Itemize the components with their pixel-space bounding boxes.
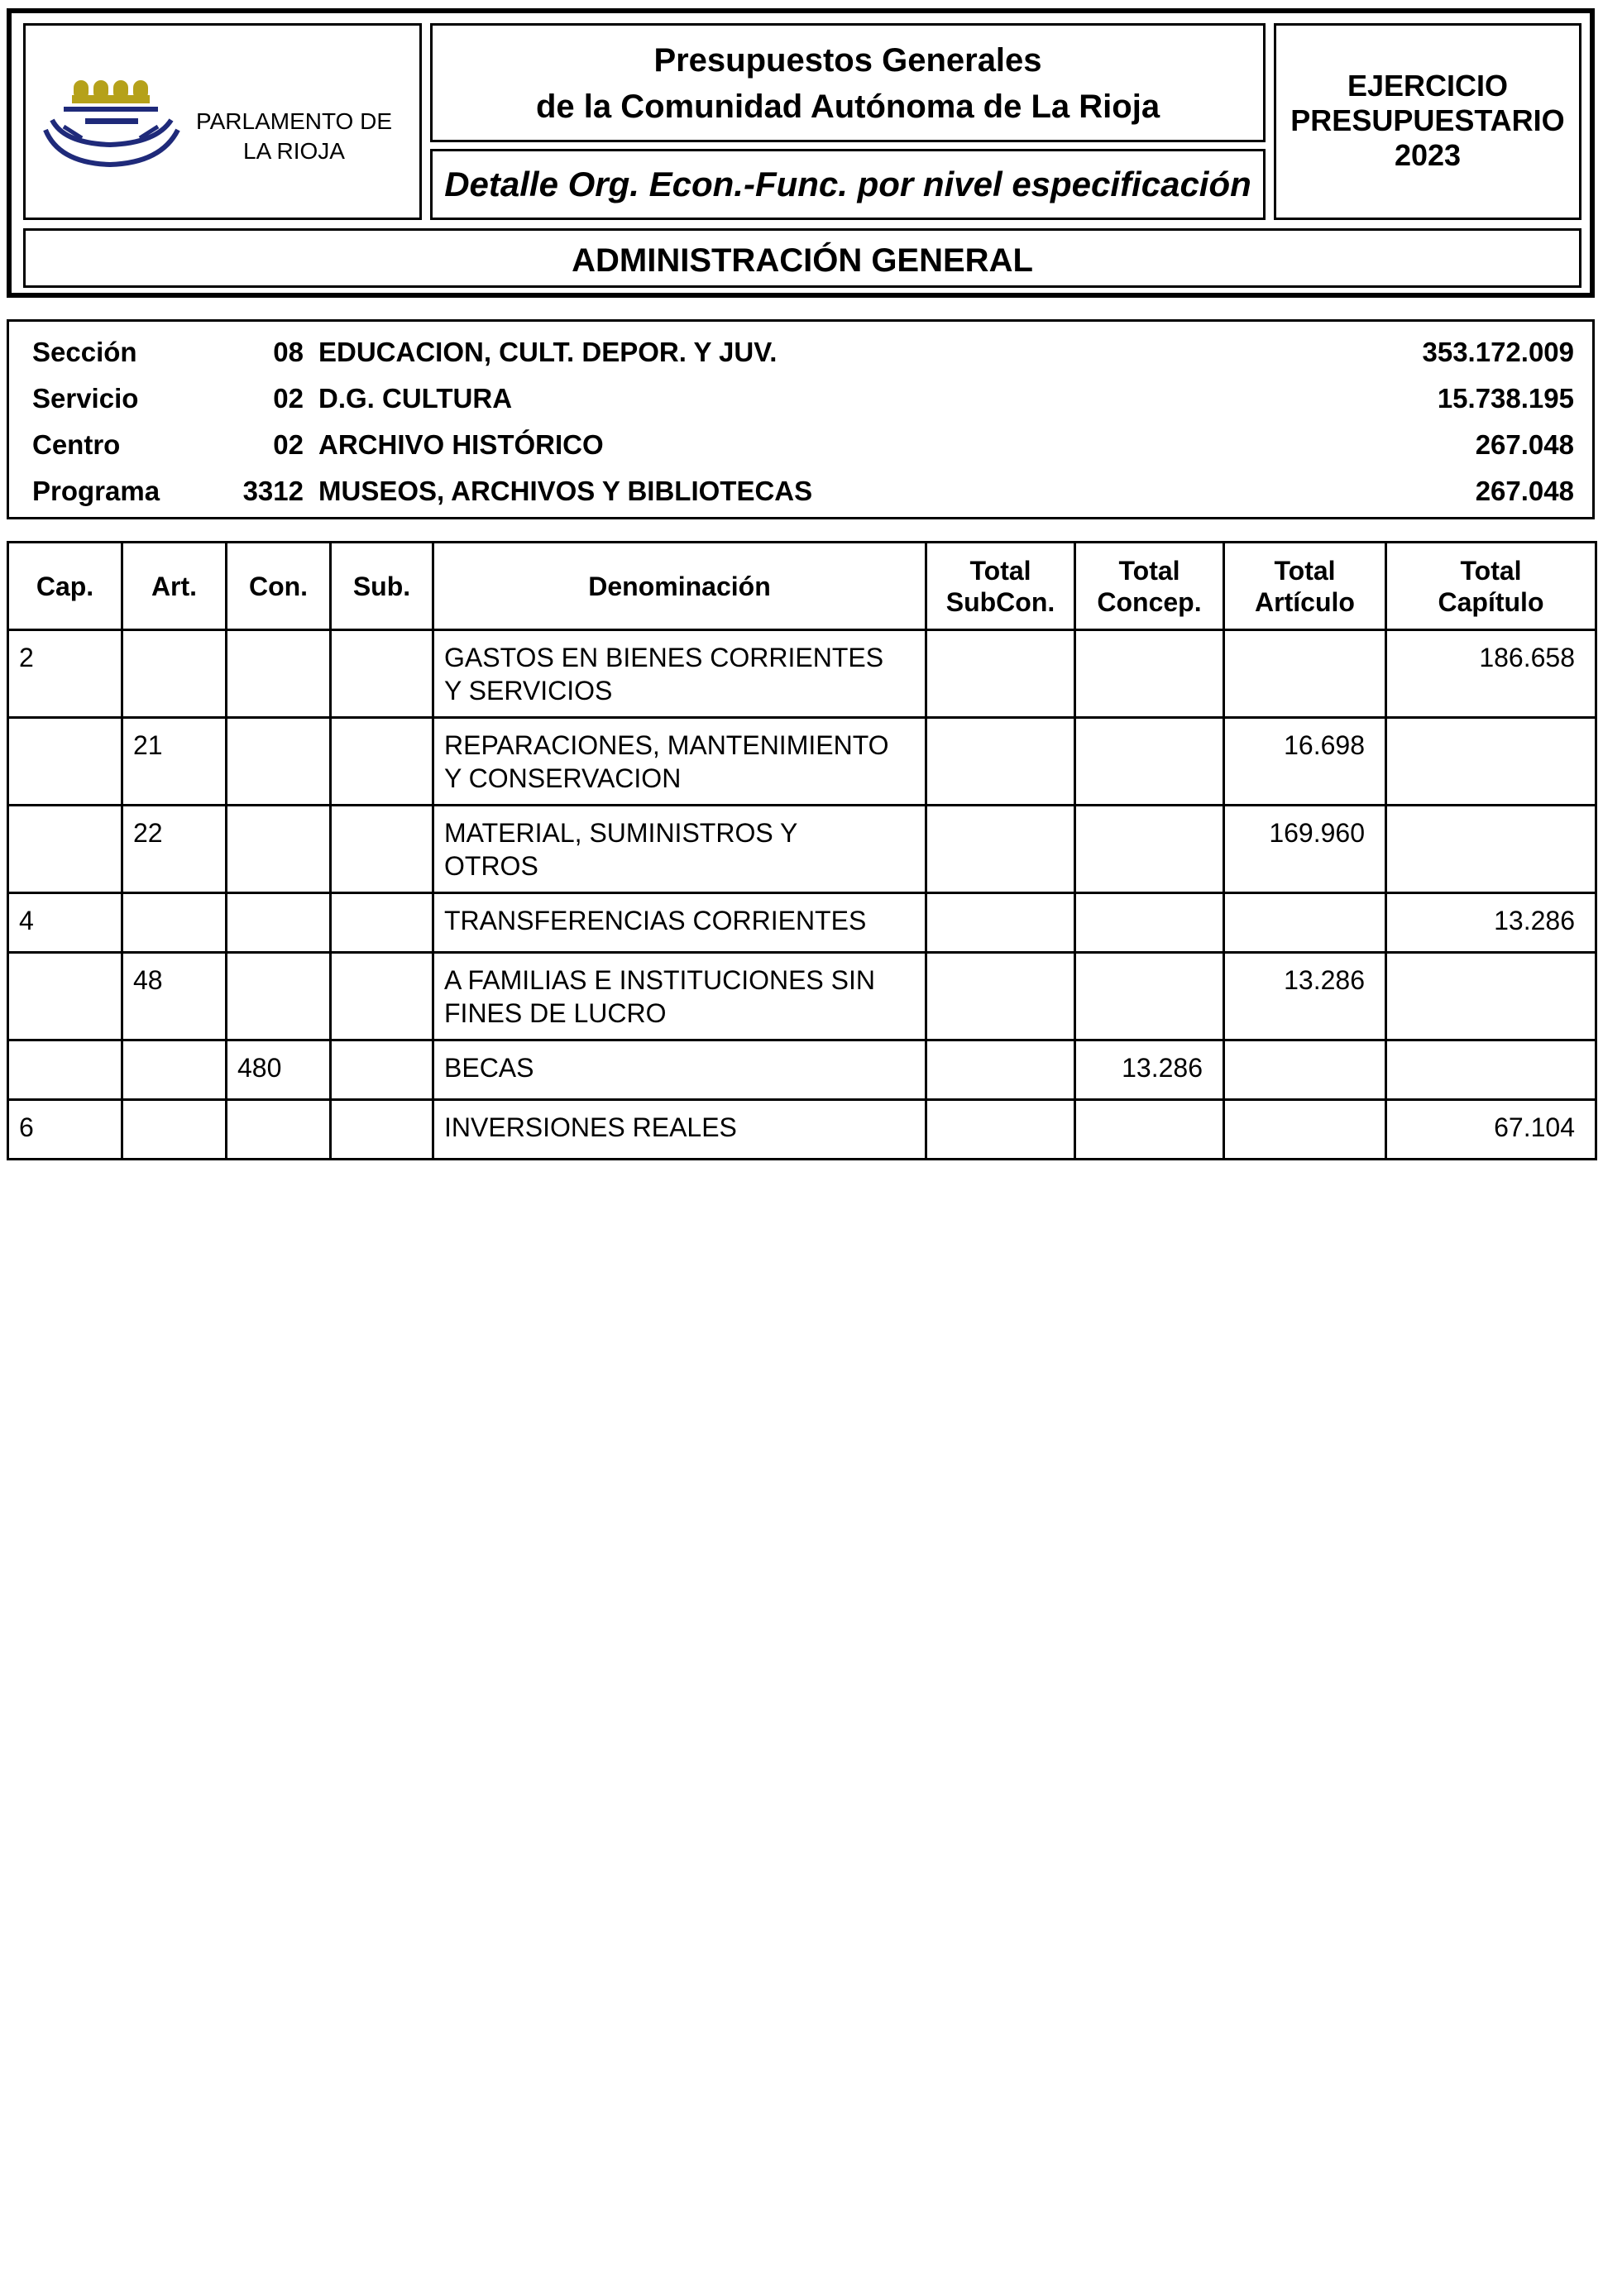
table-row [8,630,1596,718]
header-line: Artículo [1255,586,1355,617]
info-amount: 267.048 [1475,476,1574,506]
denominacion-line: Y SERVICIOS [444,676,613,706]
cell-denominacion [433,806,926,893]
cell-con [227,893,331,953]
table-row [8,806,1596,893]
header-line: SubCon. [945,586,1055,617]
info-amount: 353.172.009 [1422,337,1574,367]
cell-total-articulo: 16.698 [1224,718,1386,806]
cell-cap [8,1040,122,1100]
cell-sub [331,953,433,1040]
cell-cap [8,806,122,893]
cell-total-articulo [1224,893,1386,953]
info-name: D.G. CULTURA [318,383,513,414]
info-name: ARCHIVO HISTÓRICO [318,429,604,460]
cell-art [122,893,227,953]
cell-total-articulo [1224,1100,1386,1160]
info-label: Sección [32,337,137,367]
header-line: Total [969,555,1031,586]
cell-con [227,630,331,718]
cell-sub [331,1100,433,1160]
info-label: Programa [32,476,160,506]
parliament-name [196,107,392,166]
cell-con [227,953,331,1040]
cell-total-subcon [926,893,1075,953]
subtitle-box [430,149,1266,220]
cell-total-subcon [926,718,1075,806]
fiscal-year-label-line2: PRESUPUESTARIO [1290,103,1565,137]
cell-total-concep [1075,1100,1224,1160]
table-row [8,1040,1596,1100]
denominacion-line: BECAS [444,1053,534,1083]
cell-cap [8,953,122,1040]
table-row [8,1100,1596,1160]
cell-con [227,806,331,893]
info-label: Servicio [32,383,139,414]
table-row [8,953,1596,1040]
cell-total-capitulo: 13.286 [1386,893,1596,953]
cell-total-articulo: 169.960 [1224,806,1386,893]
cell-total-capitulo [1386,718,1596,806]
cell-total-articulo: 13.286 [1224,953,1386,1040]
cell-total-concep [1075,893,1224,953]
table-row [8,718,1596,806]
cell-total-articulo [1224,1040,1386,1100]
column-header-art: Art. [122,543,227,630]
cell-denominacion [433,893,926,953]
parliament-name-line1: PARLAMENTO DE [196,108,393,134]
title-box [430,23,1266,142]
cell-denominacion [433,1100,926,1160]
denominacion-line: FINES DE LUCRO [444,998,667,1028]
fiscal-year-label-line1: EJERCICIO [1347,69,1509,103]
column-header-cap: Cap. [8,543,122,630]
cell-cap: 2 [8,630,122,718]
document-title-line2: de la Comunidad Autónoma de La Rioja [535,88,1160,125]
cell-art [122,630,227,718]
table-header-row [8,543,1596,630]
info-amount: 15.738.195 [1437,383,1574,414]
cell-total-capitulo [1386,806,1596,893]
cell-denominacion [433,718,926,806]
cell-denominacion [433,1040,926,1100]
header-line: Capítulo [1438,586,1544,617]
cell-total-capitulo [1386,1040,1596,1100]
cell-cap [8,718,122,806]
info-label: Centro [32,429,121,460]
info-amount: 267.048 [1475,429,1574,460]
cell-total-concep [1075,718,1224,806]
denominacion-line: A FAMILIAS E INSTITUCIONES SIN [444,965,875,995]
cell-art: 48 [122,953,227,1040]
info-name: MUSEOS, ARCHIVOS Y BIBLIOTECAS [318,476,813,506]
column-header-total-capitulo [1386,543,1596,630]
info-row-servicio [9,375,1592,421]
cell-art [122,1040,227,1100]
header-line: Total [1274,555,1336,586]
parliament-logo-icon [39,77,188,176]
cell-total-subcon [926,1040,1075,1100]
info-code: 3312 [242,476,304,506]
cell-sub [331,1040,433,1100]
cell-sub [331,893,433,953]
cell-denominacion [433,953,926,1040]
column-header-total-articulo [1224,543,1386,630]
cell-total-concep [1075,953,1224,1040]
document-title-line1: Presupuestos Generales [653,42,1042,79]
cell-con [227,1100,331,1160]
budget-classification-box [7,319,1595,519]
organization-box [23,228,1581,288]
document-subtitle: Detalle Org. Econ.-Func. por nivel especificación [444,165,1251,203]
cell-cap: 6 [8,1100,122,1160]
cell-total-concep [1075,630,1224,718]
fiscal-year: 2023 [1394,138,1462,172]
header-line: Concep. [1097,586,1202,617]
header-line: Total [1460,555,1522,586]
column-header-total-subcon [926,543,1075,630]
cell-total-concep [1075,806,1224,893]
cell-con [227,718,331,806]
info-code: 02 [273,383,304,414]
cell-art: 22 [122,806,227,893]
cell-total-capitulo: 186.658 [1386,630,1596,718]
denominacion-line: Y CONSERVACION [444,763,682,793]
denominacion-line: GASTOS EN BIENES CORRIENTES [444,643,884,672]
fiscal-year-box [1274,23,1581,220]
cell-total-capitulo [1386,953,1596,1040]
info-code: 08 [273,337,304,367]
column-header-con: Con. [227,543,331,630]
parliament-name-line2: LA RIOJA [243,138,345,164]
logo-box [23,23,422,220]
cell-art: 21 [122,718,227,806]
cell-total-articulo [1224,630,1386,718]
cell-total-subcon [926,953,1075,1040]
budget-detail-table [7,541,1597,1160]
document-header [7,8,1595,298]
denominacion-line: TRANSFERENCIAS CORRIENTES [444,906,867,935]
cell-total-subcon [926,1100,1075,1160]
cell-total-capitulo: 67.104 [1386,1100,1596,1160]
cell-cap: 4 [8,893,122,953]
cell-total-subcon [926,630,1075,718]
denominacion-line: OTROS [444,851,538,881]
column-header-sub: Sub. [331,543,433,630]
header-line: Total [1118,555,1180,586]
info-code: 02 [273,429,304,460]
cell-con: 480 [227,1040,331,1100]
cell-sub [331,718,433,806]
organization-name: ADMINISTRACIÓN GENERAL [572,242,1033,279]
info-row-programa [9,467,1592,514]
column-header-denominacion: Denominación [433,543,926,630]
table-row [8,893,1596,953]
cell-art [122,1100,227,1160]
cell-denominacion [433,630,926,718]
denominacion-line: MATERIAL, SUMINISTROS Y [444,818,798,848]
cell-sub [331,806,433,893]
cell-sub [331,630,433,718]
denominacion-line: REPARACIONES, MANTENIMIENTO [444,730,889,760]
denominacion-line: INVERSIONES REALES [444,1112,737,1142]
cell-total-concep: 13.286 [1075,1040,1224,1100]
column-header-total-concep [1075,543,1224,630]
info-row-centro [9,421,1592,467]
info-name: EDUCACION, CULT. DEPOR. Y JUV. [318,337,778,367]
info-row-seccion [9,328,1592,375]
cell-total-subcon [926,806,1075,893]
